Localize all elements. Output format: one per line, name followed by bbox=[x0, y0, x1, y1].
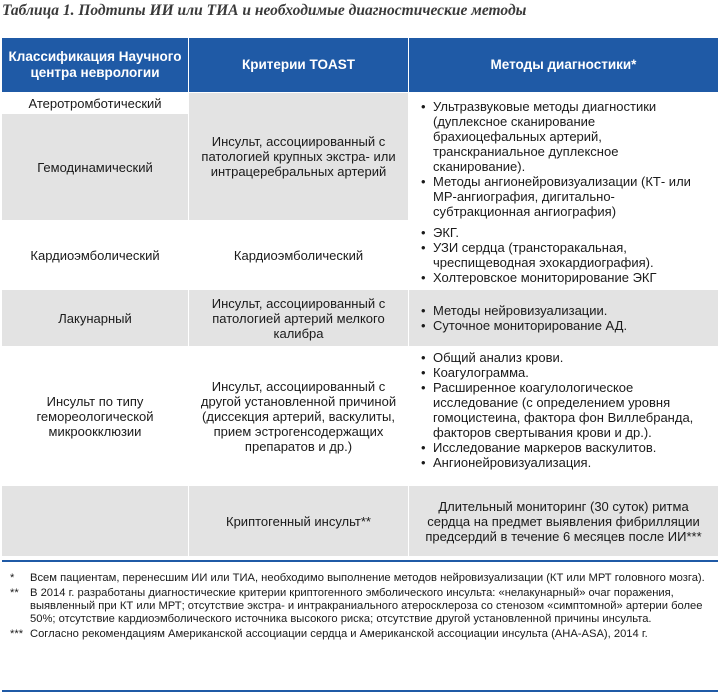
footnote-mark: *** bbox=[10, 628, 24, 640]
cell-hemorheological: Инсульт по типу гемореологической микроокклюзии bbox=[2, 347, 188, 485]
cell-methods-cryptogenic: Длительный мониторинг (30 суток) ритма сердца на предмет выявления фибрилляции предсердий в течение 6 месяцев после ИИ*** bbox=[409, 486, 718, 556]
cell-atherothrombotic: Атеротромботический bbox=[2, 93, 188, 113]
list-item: • УЗИ сердца (трансторакальная, чреспищеводная эхокардиография). bbox=[421, 240, 708, 270]
list-item: • Методы ангионейровизуализации (КТ- или МР-ангиография, дигитально-субтракционная ангиография) bbox=[421, 174, 708, 219]
cell-toast-small-vessel: Инсульт, ассоциированный с патологией артерий мелкого калибра bbox=[189, 290, 408, 346]
footnote-1 bbox=[10, 572, 710, 585]
list-item: • Исследование маркеров васкулитов. bbox=[421, 440, 708, 455]
footnote-mark: ** bbox=[10, 587, 19, 599]
methods-list-lacunar bbox=[421, 303, 627, 333]
cell-toast-cryptogenic: Криптогенный инсульт** bbox=[189, 486, 408, 556]
cell-methods-lacunar bbox=[409, 290, 718, 346]
header-classification: Классификация Научного центра неврологии bbox=[2, 38, 188, 92]
footnote-text: Всем пациентам, перенесшим ИИ или ТИА, необходимо выполнение методов нейровизуализации (КТ или МРТ головного мозга). bbox=[30, 572, 705, 584]
list-item: • Ангионейровизуализация. bbox=[421, 455, 708, 470]
methods-list-cardioembolic bbox=[421, 225, 708, 285]
cell-cardioembolic: Кардиоэмболический bbox=[2, 221, 188, 289]
list-item: • Методы нейровизуализации. bbox=[421, 303, 627, 318]
cell-lacunar: Лакунарный bbox=[2, 290, 188, 346]
header-toast: Критерии TOAST bbox=[189, 38, 408, 92]
footnotes bbox=[2, 560, 718, 692]
list-item: • Суточное мониторирование АД. bbox=[421, 318, 627, 333]
cell-toast-cardioembolic: Кардиоэмболический bbox=[189, 221, 408, 289]
methods-list-hemodynamic bbox=[421, 99, 708, 219]
list-item: • Общий анализ крови. bbox=[421, 350, 708, 365]
list-item: • Холтеровское мониторирование ЭКГ bbox=[421, 270, 708, 285]
footnote-3 bbox=[10, 628, 710, 641]
list-item: • Расширенное коагулологическое исследование (с определением уровня гомоцистеина, фактора фон Виллебранда, факторов свертывания крови и др.). bbox=[421, 380, 708, 440]
footnote-text: В 2014 г. разработаны диагностические критерии криптогенного эмболического инсульта: «нелакунарный» очаг поражения, выявленный при КТ или МРТ; отсутствие экстра- и интракраниального атеросклероза со стенозом «симптомной» артерии более 50%; отсутствие кардиоэмболического источника высокого риска; отсутствие другой установленной причины инсульта. bbox=[30, 587, 703, 625]
table-caption: Таблица 1. Подтипы ИИ или ТИА и необходимые диагностические методы bbox=[2, 2, 527, 19]
cell-methods-hemodynamic bbox=[409, 93, 718, 220]
cell-methods-cardioembolic bbox=[409, 221, 718, 289]
cell-methods-hemorheological bbox=[409, 347, 718, 485]
cell-hemodynamic: Гемодинамический bbox=[2, 114, 188, 220]
footnote-mark: * bbox=[10, 572, 15, 584]
methods-list-hemorheological bbox=[421, 350, 708, 470]
footnote-2 bbox=[10, 587, 710, 626]
list-item: • ЭКГ. bbox=[421, 225, 708, 240]
cell-toast-other-cause: Инсульт, ассоциированный с другой установленной причиной (диссекция артерий, васкулиты, прием эстрогенсодержащих препаратов и др.) bbox=[189, 347, 408, 485]
footnote-text: Согласно рекомендациям Американской ассоциации сердца и Американской ассоциации инсульта (AHA-ASA), 2014 г. bbox=[30, 628, 648, 640]
list-item: • Коагулограмма. bbox=[421, 365, 708, 380]
list-item: • Ультразвуковые методы диагностики (дуплексное сканирование брахиоцефальных артерий, транскраниальное дуплексное сканирование). bbox=[421, 99, 708, 174]
cell-toast-large-artery: Инсульт, ассоциированный с патологией крупных экстра- или интрацеребральных артерий bbox=[189, 93, 408, 220]
header-methods: Методы диагностики* bbox=[409, 38, 718, 92]
cell-cryptogenic-empty bbox=[2, 486, 188, 556]
